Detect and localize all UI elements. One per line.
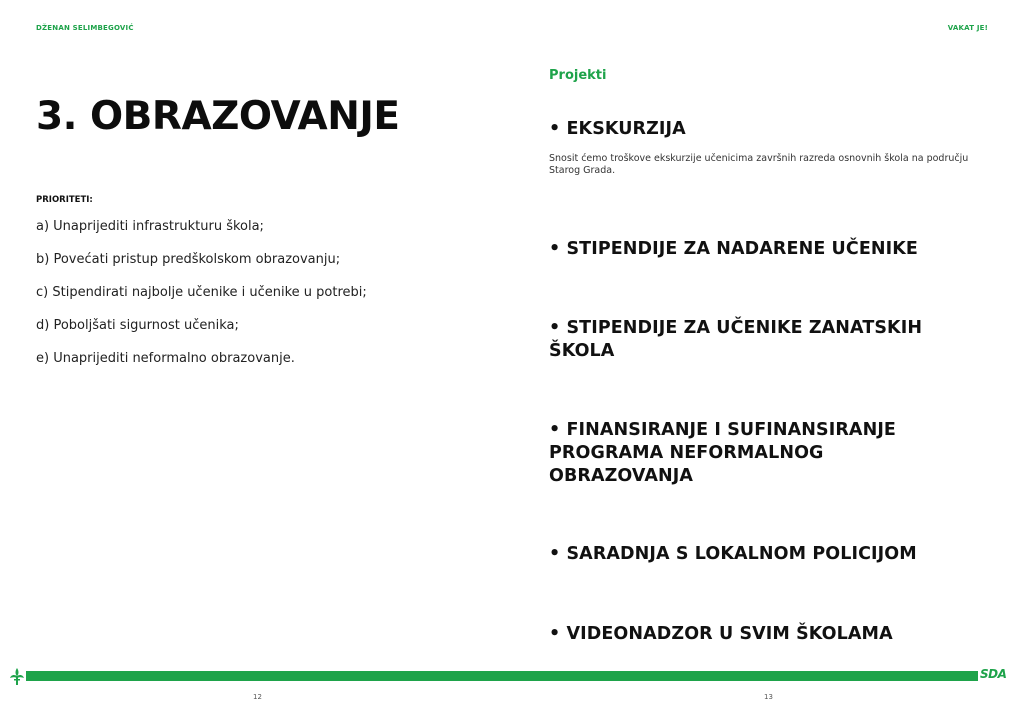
priority-item: a) Unaprijediti infrastrukturu škola;: [36, 219, 264, 234]
project-title: • EKSKURZIJA: [549, 119, 686, 139]
project-stipendije-zanatske: [549, 317, 969, 363]
priority-item: c) Stipendirati najbolje učenike i učenike u potrebi;: [36, 285, 367, 300]
project-stipendije-nadarene: [549, 238, 969, 261]
priority-item: d) Poboljšati sigurnost učenika;: [36, 318, 239, 333]
project-title: • VIDEONADZOR U SVIM ŠKOLAMA: [549, 624, 893, 644]
project-ekskurzija: [549, 118, 969, 177]
priorities-list: [36, 219, 367, 384]
page-number-left: 12: [253, 693, 262, 701]
priority-item: e) Unaprijediti neformalno obrazovanje.: [36, 351, 295, 366]
party-logo: SDA: [980, 667, 1007, 681]
footer-band: [26, 671, 978, 681]
priority-item: b) Povećati pristup predškolskom obrazovanju;: [36, 252, 341, 267]
project-title: • STIPENDIJE ZA UČENIKE ZANATSKIH ŠKOLA: [549, 318, 923, 361]
projects-label: Projekti: [549, 68, 607, 83]
project-videonadzor: [549, 623, 969, 646]
lily-icon: [10, 668, 24, 685]
project-title: • STIPENDIJE ZA NADARENE UČENIKE: [549, 239, 918, 259]
project-saradnja-policija: [549, 543, 969, 566]
priorities-label: PRIORITETI:: [36, 195, 93, 205]
page-number-right: 13: [764, 693, 773, 701]
running-header-slogan: VAKAT JE!: [947, 24, 988, 32]
running-header-author: DŽENAN SELIMBEGOVIĆ: [36, 24, 134, 32]
project-title: • SARADNJA S LOKALNOM POLICIJOM: [549, 544, 917, 564]
project-title: • FINANSIRANJE I SUFINANSIRANJE PROGRAMA NEFORMALNOG OBRAZOVANJA: [549, 420, 896, 486]
page-title: 3. OBRAZOVANJE: [36, 94, 400, 139]
project-finansiranje: [549, 419, 969, 488]
project-description: Snosit ćemo troškove ekskurzije učenicima završnih razreda osnovnih škola na području Starog Grada.: [549, 153, 969, 176]
